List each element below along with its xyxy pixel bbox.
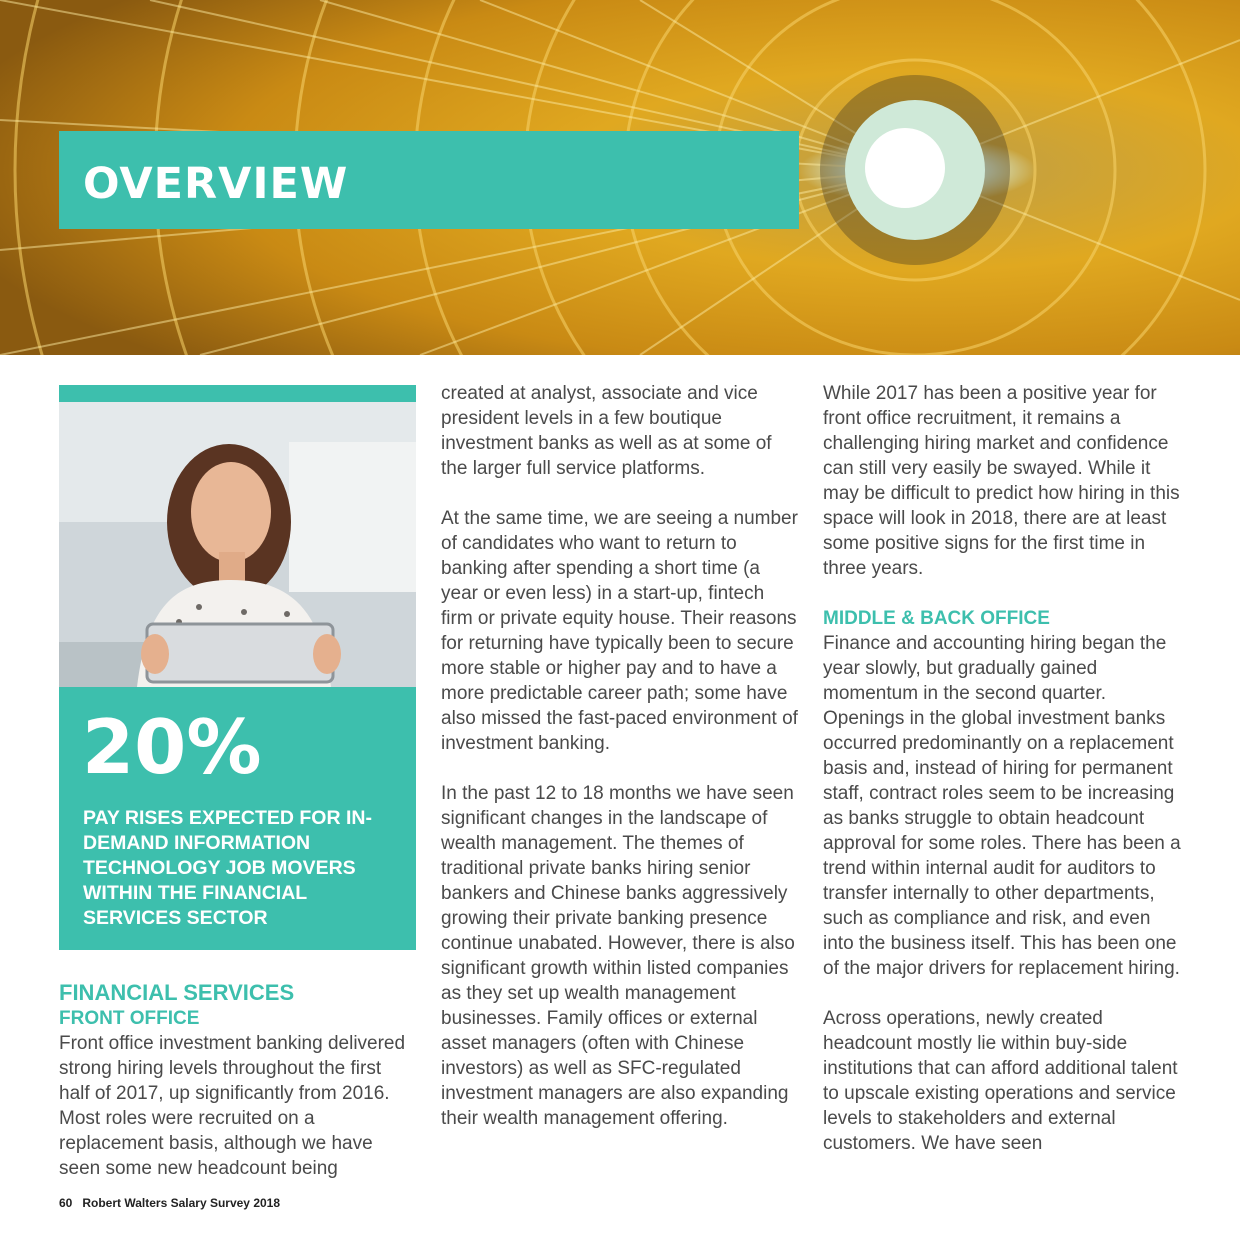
column-2 bbox=[441, 381, 801, 1131]
paragraph: In the past 12 to 18 months we have seen significant changes in the landscape of wealth management. The themes of traditional private banks hiring senior bankers and Chinese banks aggressively growing their private banking presence continue unabated. However, there is also significant growth within listed companies as they set up wealth management businesses. Family offices or external asset managers (often with Chinese investors) as well as SFC-regulated investment managers are also expanding their wealth management offering. bbox=[441, 783, 795, 1129]
paragraph: Across operations, newly created headcount mostly lie within buy-side institutions that can afford additional talent to upscale existing operations and service levels to stakeholders and external customers. We have seen bbox=[823, 1008, 1178, 1154]
subheading-middle-back-office: MIDDLE & BACK OFFICE bbox=[823, 608, 1050, 629]
column-1 bbox=[59, 1006, 417, 1181]
stat-description: PAY RISES EXPECTED FOR IN-DEMAND INFORMATION TECHNOLOGY JOB MOVERS WITHIN THE FINANCIAL SERVICES SECTOR bbox=[83, 807, 372, 929]
page-number: 60 bbox=[59, 1196, 73, 1210]
paragraph: created at analyst, associate and vice president levels in a few boutique investment banks as well as at some of the larger full service platforms. bbox=[441, 383, 772, 479]
paragraph: At the same time, we are seeing a number of candidates who want to return to banking after spending a short time (a year or even less) in a start-up, fintech firm or private equity house. Their reasons for returning have typically been to secure more stable or higher pay and to have a more predictable career path; some have also missed the fast-paced environment of investment banking. bbox=[441, 508, 798, 754]
subheading-front-office: FRONT OFFICE bbox=[59, 1008, 200, 1029]
woman-with-tablet-photo bbox=[59, 402, 416, 687]
hero-image bbox=[0, 0, 1240, 355]
paragraph: Front office investment banking delivered strong hiring levels throughout the first half of 2017, up significantly from 2016. Most roles were recruited on a replacement basis, although we have seen some new headcount being bbox=[59, 1033, 406, 1179]
stat-box bbox=[59, 385, 416, 950]
publication-name: Robert Walters Salary Survey 2018 bbox=[82, 1196, 281, 1210]
section-heading: FINANCIAL SERVICES bbox=[59, 980, 295, 1005]
paragraph: Finance and accounting hiring began the year slowly, but gradually gained momentum in the second quarter. Openings in the global investment banks occurred predominantly on a replacement basis and, instead of hiring for permanent staff, contract roles seem to be increasing as banks struggle to obtain headcount approval for some roles. There has been a trend within internal audit for auditors to transfer internally to other departments, such as compliance and risk, and even into the business itself. This has been one of the major drivers for replacement hiring. bbox=[823, 633, 1181, 979]
page-title: OVERVIEW bbox=[83, 159, 349, 209]
page-footer bbox=[59, 1196, 290, 1210]
paragraph: While 2017 has been a positive year for front office recruitment, it remains a challenging hiring market and confidence can still very easily be swayed. While it may be difficult to predict how hiring in this space will look in 2018, there are at least some positive signs for the first time in three years. bbox=[823, 383, 1180, 579]
stat-value: 20% bbox=[82, 703, 262, 791]
title-band bbox=[59, 131, 799, 229]
column-3 bbox=[823, 381, 1185, 1156]
